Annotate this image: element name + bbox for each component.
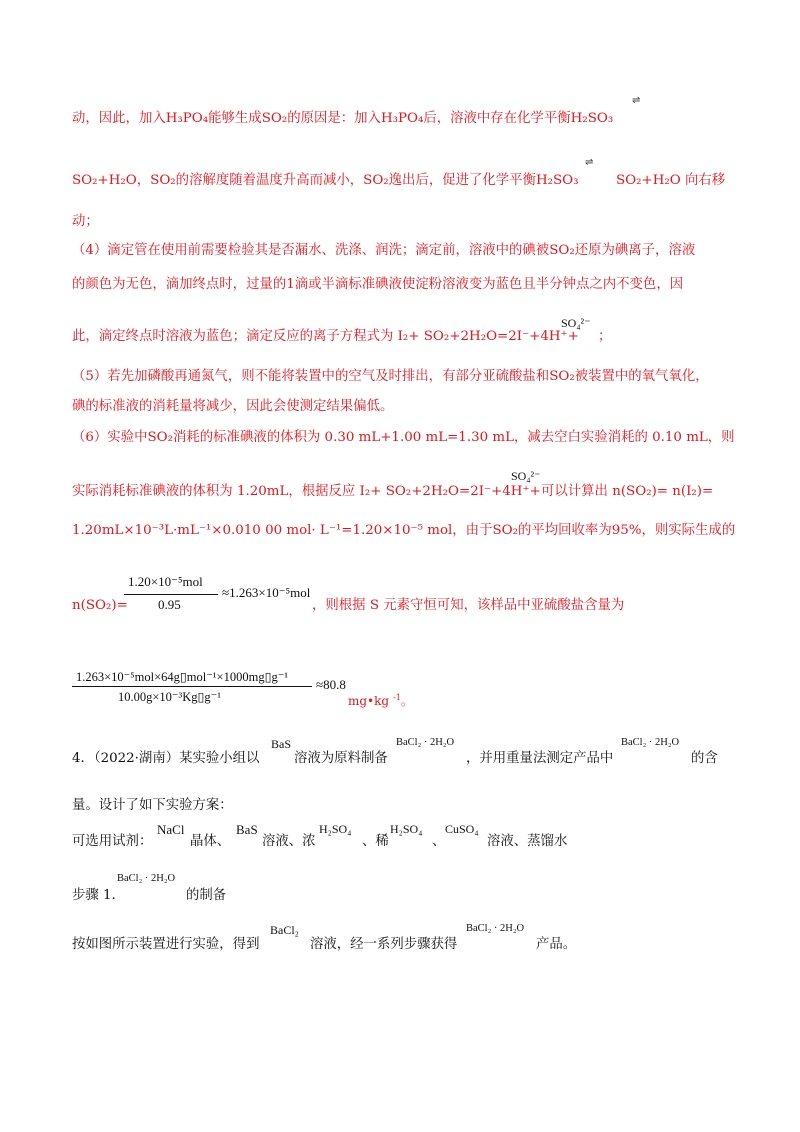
fraction-result: ≈80.8 <box>316 677 346 692</box>
question-line: 的制备 <box>186 888 227 903</box>
text-line: ，则根据 S 元素守恒可知，该样品中亚硫酸盐含量为 <box>312 598 625 613</box>
fraction-numerator: 1.263×10⁻⁵mol×64g▯mol⁻¹×1000mg▯g⁻¹ <box>76 670 289 684</box>
period: 。 <box>400 694 413 708</box>
text-line: 实际消耗标准碘液的体积为 1.20mL，根据反应 I₂+ SO₂+2H₂O=2I⁻+4H⁺+ <box>72 484 541 499</box>
fraction-bar <box>72 686 312 687</box>
chem-formula: BaCl₂ <box>270 923 299 937</box>
fraction-result: ≈1.263×10⁻⁵mol <box>222 585 311 600</box>
question-line: 量。设计了如下实验方案： <box>72 798 233 813</box>
question-line: 溶液、蒸馏水 <box>487 834 568 849</box>
question-line: 步骤 1. <box>72 888 116 903</box>
chem-formula: CuSO₄ <box>445 822 479 836</box>
question-line: 、稀 <box>362 834 389 849</box>
text-line: n(SO₂)= <box>72 598 128 613</box>
question-line: 可选用试剂： <box>72 834 153 849</box>
chem-formula: BaS <box>236 822 258 837</box>
question-line: 溶液为原料制备 <box>294 751 388 766</box>
text-line: 的颜色为无色，滴加终点时，过量的1滴或半滴标准碘液使淀粉溶液变为蓝色且半分钟点之内不变色，因 <box>72 277 684 292</box>
text-line: SO₂+H₂O 向右移 <box>616 173 726 188</box>
unit-text: mg•kg <box>348 694 390 708</box>
chem-formula: BaS <box>271 737 292 751</box>
chem-formula: BaCl₂ · 2H₂O <box>117 873 176 884</box>
fraction-numerator: 1.20×10⁻⁵mol <box>128 574 203 589</box>
fraction-denominator: 10.00g×10⁻³Kg▯g⁻¹ <box>118 690 222 704</box>
question-line: ，并用重量法测定产品中 <box>466 751 614 766</box>
unit-exponent: -1 <box>393 693 401 702</box>
question-line: 溶液、浓 <box>262 834 316 849</box>
question-line: 晶体、 <box>190 834 231 849</box>
sulfate-ion-formula: SO₄²⁻ <box>511 469 541 483</box>
unit-label <box>348 689 413 710</box>
sulfate-ion-formula: SO₄²⁻ <box>561 316 591 330</box>
q4-intro: 4．（2022·湖南）某实验小组以 <box>72 751 260 766</box>
fraction-bar <box>124 594 218 595</box>
chem-formula: H₂SO₄ <box>390 822 423 836</box>
question-line: 产品。 <box>536 937 577 952</box>
question-line <box>72 750 259 768</box>
equilibrium-arrow-icon: ⇌ <box>632 95 641 106</box>
chem-formula: NaCl <box>157 822 185 837</box>
text-line: 1.20mL×10⁻³L·mL⁻¹×0.010 00 mol· L⁻¹=1.20×10⁻⁵ mol，由于SO₂的平均回收率为95%，则实际生成的 <box>72 523 736 538</box>
chem-formula: BaCl₂ · 2H₂O <box>466 923 525 934</box>
text-line: （4）滴定管在使用前需要检验其是否漏水、洗涤、润洗；滴定前，溶液中的碘被SO₂还原为碘离子，溶液 <box>72 243 696 258</box>
chem-formula: BaCl₂ · 2H₂O <box>621 737 680 748</box>
text-line: （6）实验中SO₂消耗的标准碘液的体积为 0.30 mL+1.00 mL=1.30 mL，减去空白实验消耗的 0.10 mL，则 <box>72 430 735 445</box>
chem-formula: H₂SO₄ <box>319 822 352 836</box>
text-line: SO₂+H₂O，SO₂的溶解度随着温度升高而减小，SO₂逸出后，促进了化学平衡H₂SO₃ <box>72 173 579 188</box>
text-line: 动； <box>72 214 99 229</box>
question-line: 按如图所示装置进行实验，得到 <box>72 937 260 952</box>
fraction-denominator: 0.95 <box>158 597 181 612</box>
equilibrium-arrow-icon: ⇌ <box>585 157 594 168</box>
text-line: 动，因此，加入H₃PO₄能够生成SO₂的原因是：加入H₃PO₄后，溶液中存在化学平衡H₂SO₃ <box>72 111 614 126</box>
question-line: 溶液，经一系列步骤获得 <box>310 937 458 952</box>
text-line: （5）若先加磷酸再通氮气，则不能将装置中的空气及时排出，有部分亚硫酸盐和SO₂被装置中的氧气氧化， <box>72 369 709 384</box>
text-line: 此，滴定终点时溶液为蓝色；滴定反应的离子方程式为 I₂+ SO₂+2H₂O=2I⁻+4H⁺+ <box>72 329 579 344</box>
text-line: ； <box>598 329 612 344</box>
text-line: 可以计算出 n(SO₂)= n(I₂)= <box>541 484 714 499</box>
question-line: 、 <box>432 834 446 849</box>
chem-formula: BaCl₂ · 2H₂O <box>396 737 455 748</box>
question-line: 的含 <box>691 751 718 766</box>
text-line: 碘的标准液的消耗量将减少，因此会使测定结果偏低。 <box>72 399 394 414</box>
